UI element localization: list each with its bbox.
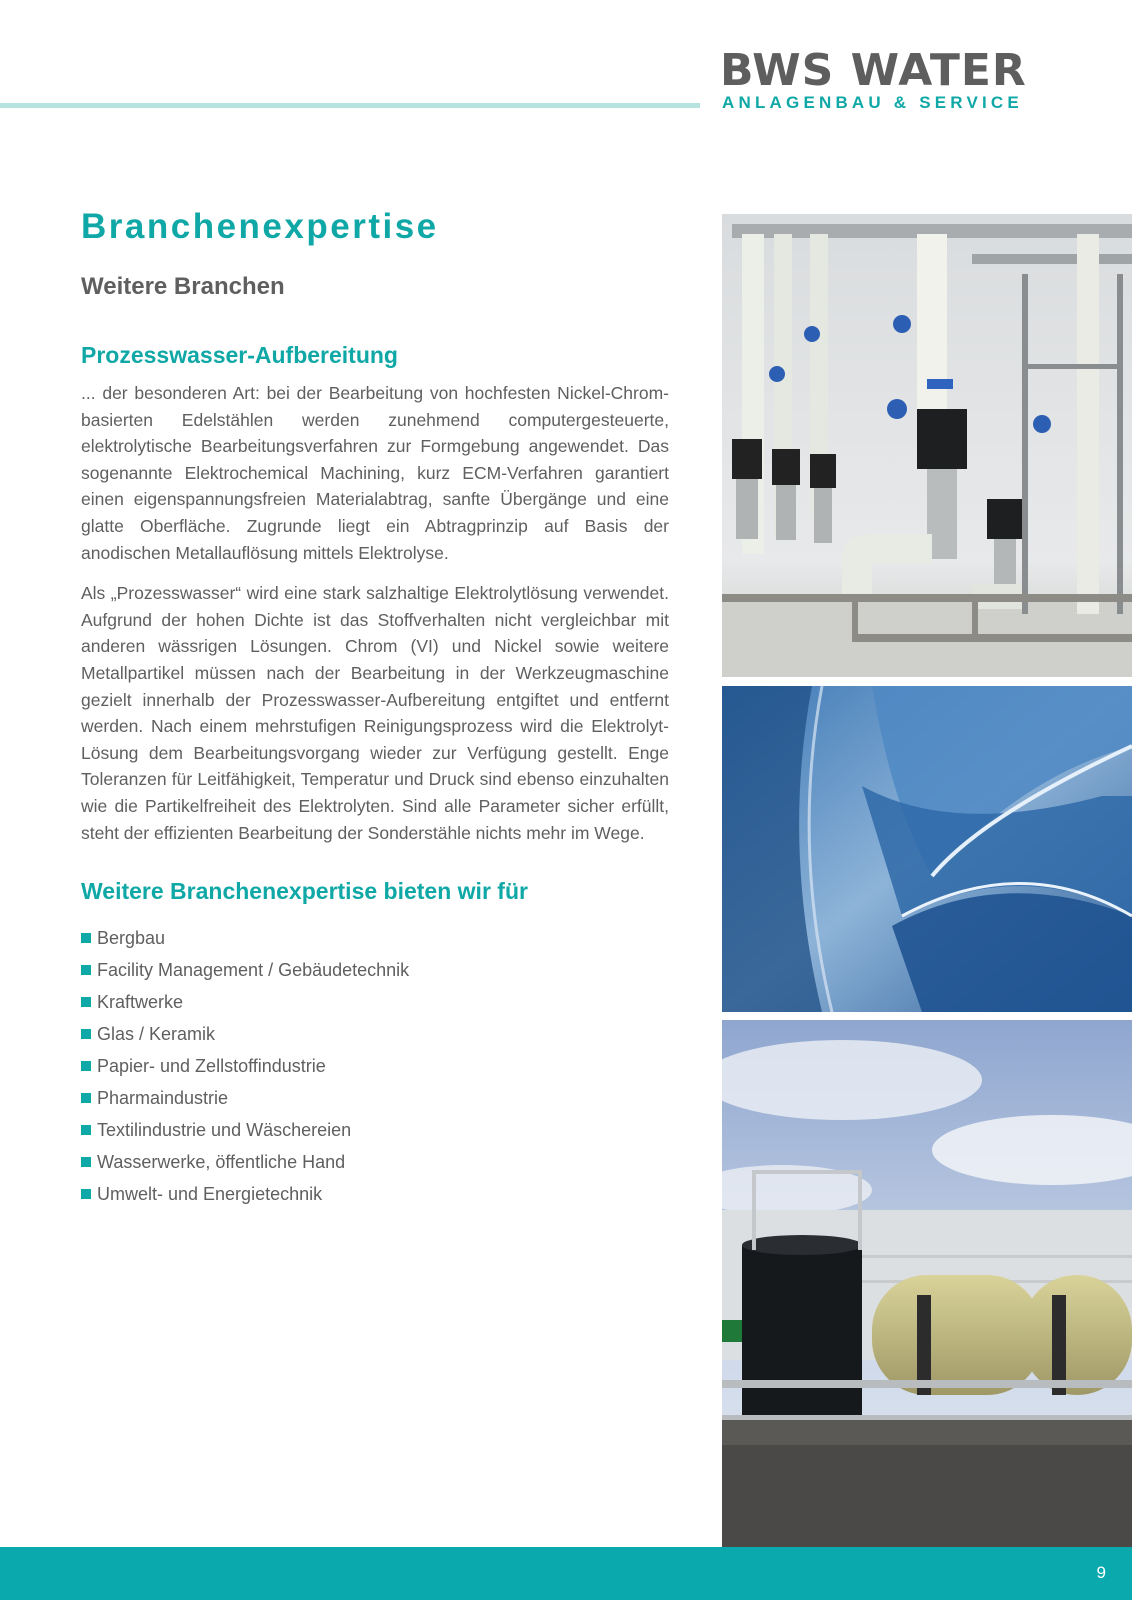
list-item	[81, 1114, 669, 1146]
list-item-label: Facility Management / Gebäudetechnik	[97, 960, 410, 981]
photo-turbine-blades	[722, 686, 1132, 1012]
page-title: Branchenexpertise	[81, 207, 439, 246]
logo-subtitle: ANLAGENBAU & SERVICE	[722, 93, 1023, 112]
square-bullet-icon	[81, 1061, 91, 1071]
logo-main-text: BWS WATER	[720, 45, 1027, 96]
square-bullet-icon	[81, 965, 91, 975]
list-item	[81, 954, 669, 986]
list-item	[81, 1178, 669, 1210]
list-item	[81, 1082, 669, 1114]
list-item-label: Bergbau	[97, 928, 166, 949]
photo-outdoor-tanks	[722, 1020, 1132, 1547]
list-item-label: Wasserwerke, öffentliche Hand	[97, 1152, 346, 1173]
square-bullet-icon	[81, 1093, 91, 1103]
footer-bar	[0, 1547, 1132, 1600]
section-title-process-water: Prozesswasser-Aufbereitung	[81, 342, 398, 368]
page-number: 9	[1096, 1563, 1106, 1582]
list-item	[81, 986, 669, 1018]
square-bullet-icon	[81, 1157, 91, 1167]
list-item-label: Papier- und Zellstoffindustrie	[97, 1056, 326, 1077]
list-item-label: Textilindustrie und Wäschereien	[97, 1120, 352, 1141]
list-item	[81, 1146, 669, 1178]
list-item-label: Glas / Keramik	[97, 1024, 216, 1045]
industry-list	[81, 922, 669, 1210]
square-bullet-icon	[81, 1029, 91, 1039]
main-content	[81, 205, 669, 1210]
list-item-label: Umwelt- und Energietechnik	[97, 1184, 323, 1205]
header-rule	[0, 103, 700, 108]
list-item-label: Pharmaindustrie	[97, 1088, 229, 1109]
list-item	[81, 1018, 669, 1050]
list-item	[81, 1050, 669, 1082]
section-title-more-expertise: Weitere Branchenexpertise bieten wir für	[81, 878, 528, 905]
photo-pump-installation	[722, 214, 1132, 677]
square-bullet-icon	[81, 997, 91, 1007]
list-item-label: Kraftwerke	[97, 992, 184, 1013]
body-paragraph-2: Als „Prozesswasser“ wird eine stark salzhaltige Elektrolytlösung verwendet. Aufgrund der hohen Dichte ist das Stoffverhalten nicht vergleichbar mit anderen wässrigen Lösungen. Chrom (VI) und Nickel sowie weitere Metallpartikel müssen nach der Bearbeitung in der Werkzeugmaschine gezielt innerhalb der Prozesswasser-Aufbereitung entgiftet und entfernt werden. Nach einem mehrstufigen Reinigungsprozess wird die Elektrolyt-Lösung dem Bearbeitungsvorgang wieder zur Verfügung gestellt. Enge Toleranzen für Leitfähigkeit, Temperatur und Druck sind ebenso einzuhalten wie die Partikelfreiheit des Elektrolyten. Sind alle Parameter sicher erfüllt, steht der effizienten Bearbeitung der Sonderstähle nichts mehr im Wege.	[81, 583, 669, 843]
body-paragraph-1: ... der besonderen Art: bei der Bearbeitung von hochfesten Nickel-Chrom-basierten Edelstählen werden zunehmend computergesteuerte, elektrolytische Bearbeitungsverfahren zur Formgebung angewendet. Das sogenannte Elektrochemical Machining, kurz ECM-Verfahren garantiert einen eigenspannungsfreien Materialabtrag, sanfte Übergänge und eine glatte Oberfläche. Zugrunde liegt ein Abtragprinzip auf Basis der anodischen Metallauflösung mittels Elektrolyse.	[81, 383, 669, 563]
square-bullet-icon	[81, 1189, 91, 1199]
page-subtitle: Weitere Branchen	[81, 273, 285, 300]
square-bullet-icon	[81, 1125, 91, 1135]
list-item	[81, 922, 669, 954]
square-bullet-icon	[81, 933, 91, 943]
company-logo	[720, 45, 1080, 114]
